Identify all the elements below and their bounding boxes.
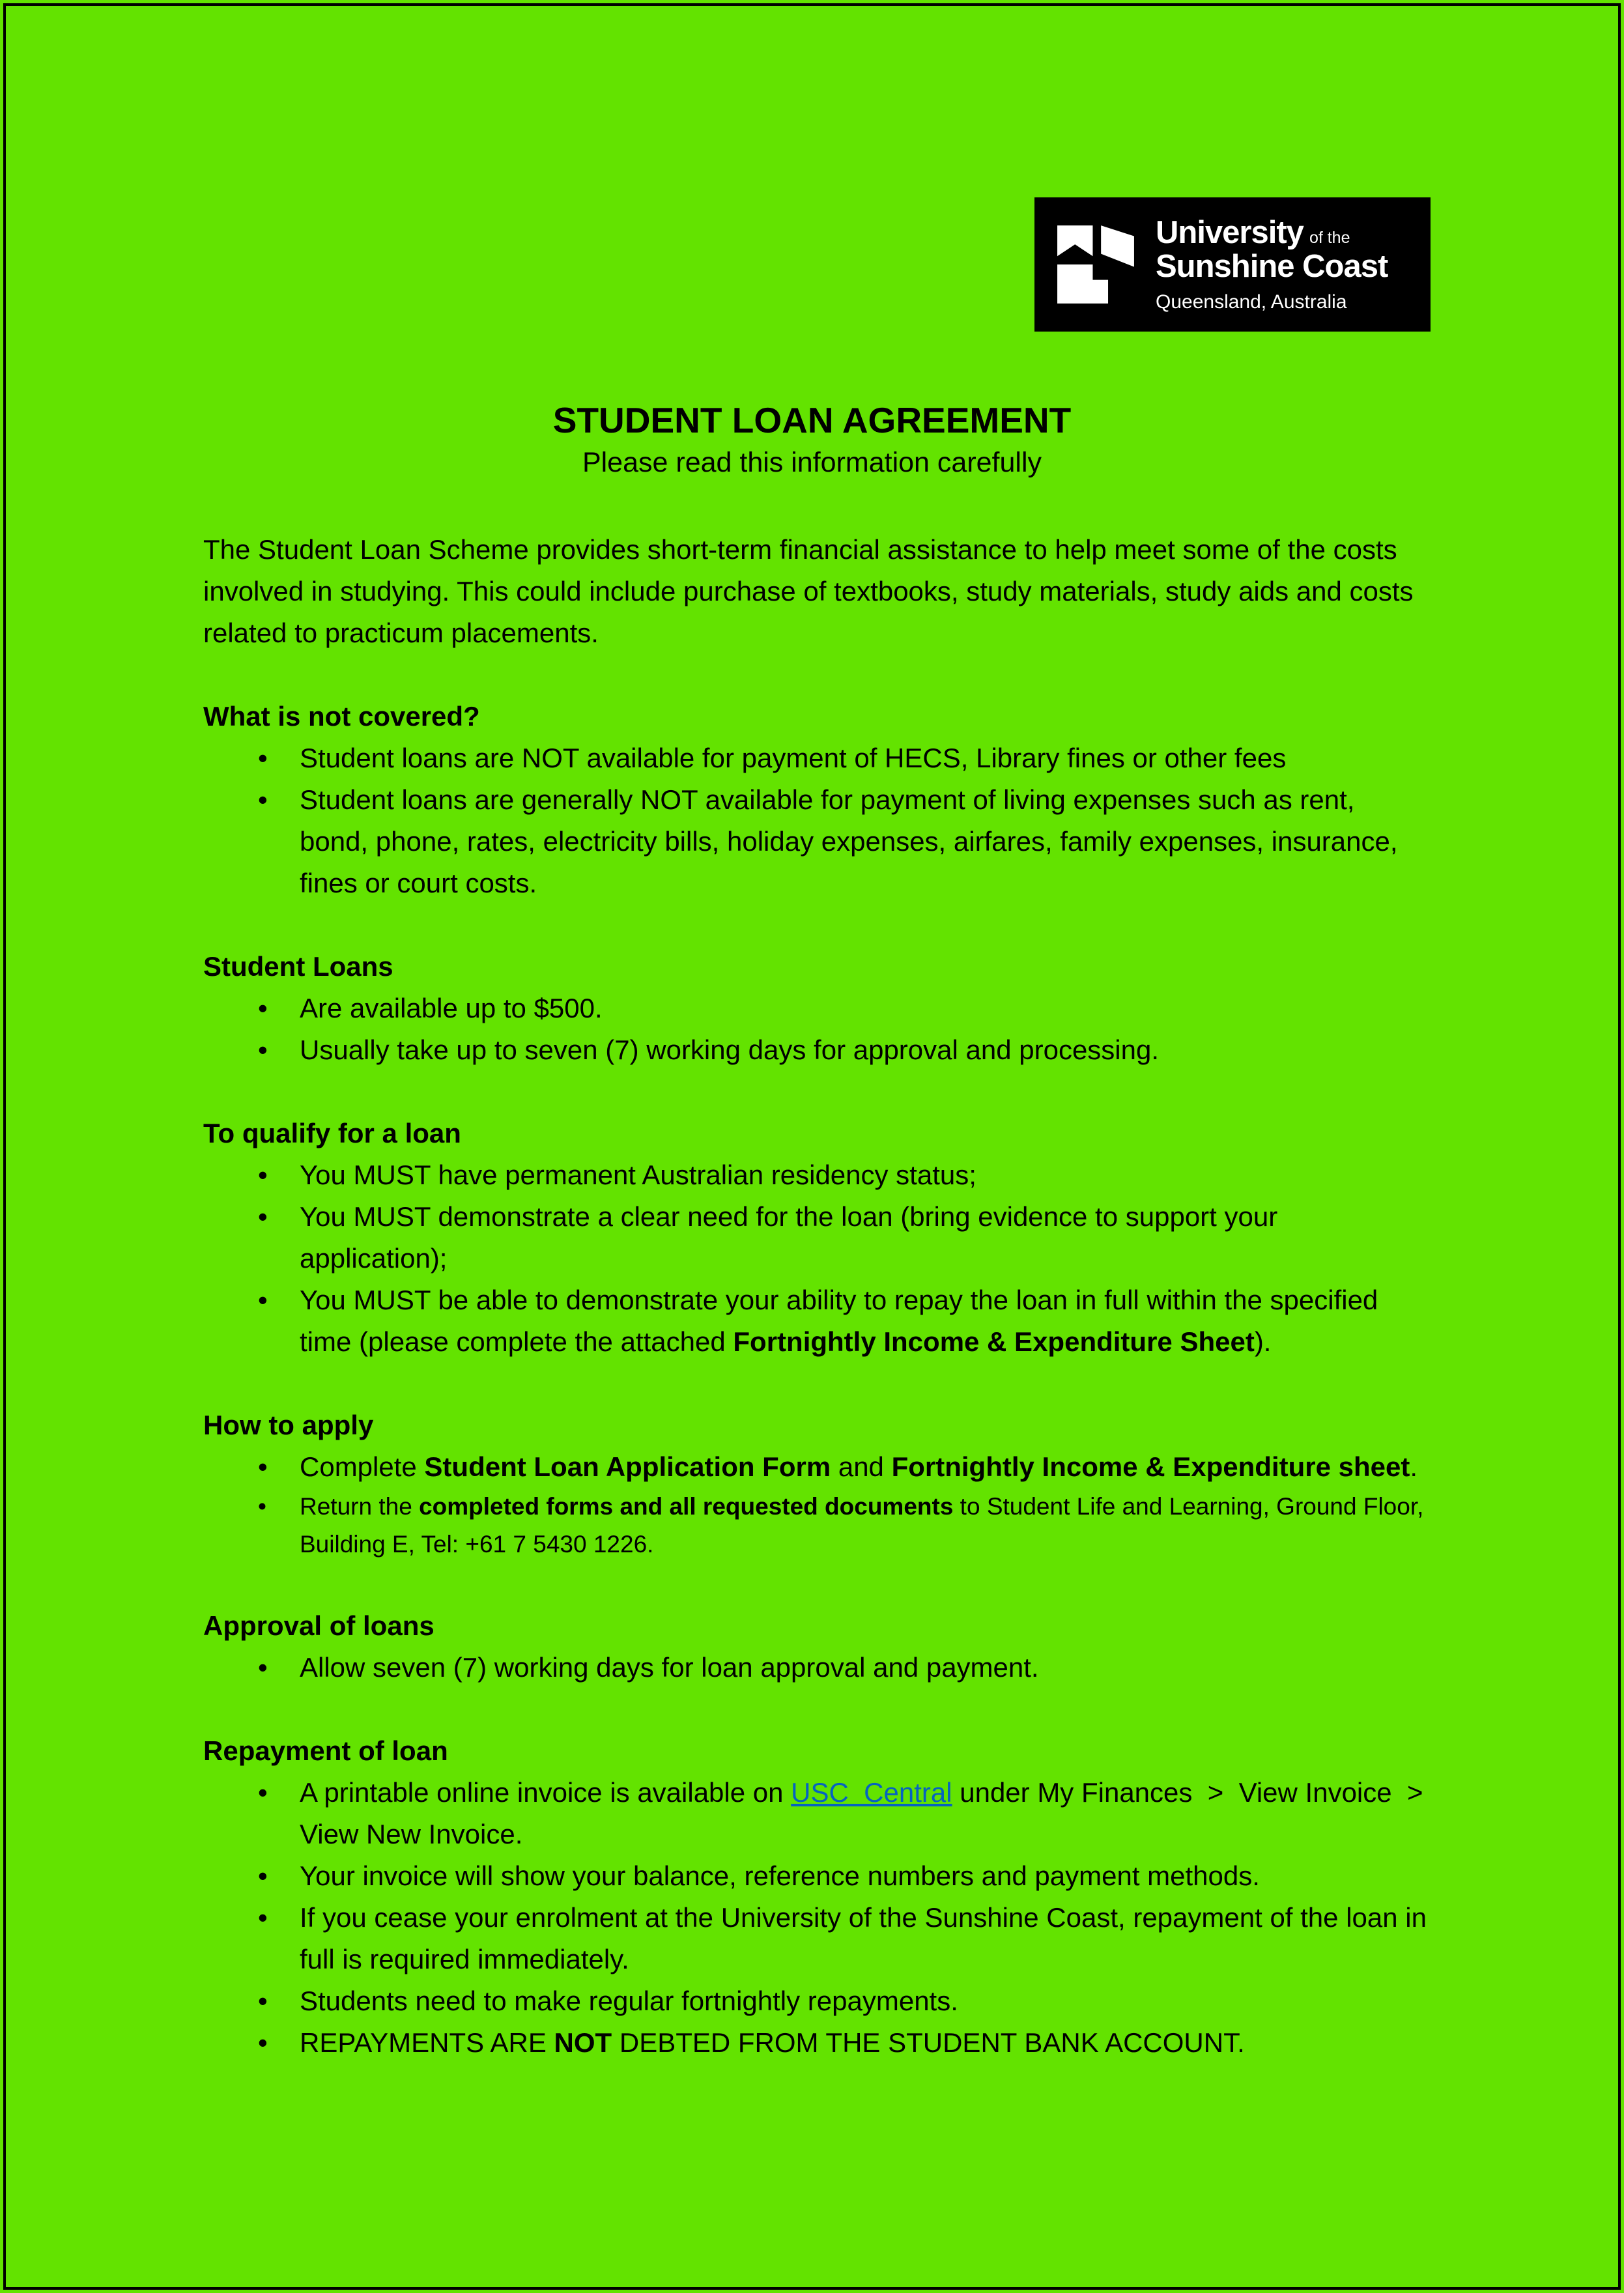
section-heading: Student Loans: [203, 951, 393, 982]
bullet-text-segment: Students need to make regular fortnightly repayments.: [300, 1986, 958, 2016]
section-heading: What is not covered?: [203, 701, 480, 732]
logo-line-university: [1156, 216, 1388, 249]
list-item: [203, 779, 1429, 904]
bullet-text-segment-bold: NOT: [554, 2027, 612, 2058]
section-heading: Approval of loans: [203, 1610, 434, 1641]
list-item: [203, 1446, 1429, 1488]
bullet-text-segment: You MUST demonstrate a clear need for the loan (bring evidence to support your application);: [300, 1201, 1285, 1274]
bullet-text-segment: Student loans are generally NOT available for payment of living expenses such as rent, bond, phone, rates, electricity bills, holiday expenses, airfares, family expenses, insurance, fines or court costs.: [300, 784, 1406, 898]
logo-sunshine-coast-text: Sunshine Coast: [1156, 249, 1388, 284]
list-item: [203, 737, 1429, 779]
section-approval-of-loans: [203, 1605, 1429, 1688]
usc-logo-text: [1156, 216, 1388, 313]
list-item: [203, 1772, 1438, 1855]
section-heading: Repayment of loan: [203, 1735, 448, 1766]
list-item: [203, 1855, 1429, 1897]
bullet-text-segment-bold: Fortnightly Income & Expenditure Sheet: [733, 1326, 1255, 1357]
list-item: [203, 988, 1429, 1029]
bullet-text-segment-bold: completed forms and all requested documents: [419, 1493, 954, 1520]
section-student-loans: [203, 946, 1429, 1071]
section-heading: How to apply: [203, 1410, 374, 1440]
bullet-list: [203, 1154, 1429, 1363]
logo-university-text: University: [1156, 215, 1303, 250]
bullet-text-segment: ).: [1254, 1326, 1272, 1357]
list-item: [203, 1029, 1429, 1071]
bullet-text-segment: .: [1410, 1451, 1418, 1482]
bullet-list: [203, 1772, 1438, 2064]
section-heading: To qualify for a loan: [203, 1118, 461, 1148]
bullet-list: [203, 988, 1429, 1071]
logo-queensland-text: Queensland, Australia: [1156, 291, 1347, 313]
bullet-text-segment: Return the: [300, 1493, 420, 1520]
list-item: [203, 1647, 1429, 1688]
bullet-text-segment: Student loans are NOT available for payment of HECS, Library fines or other fees: [300, 743, 1287, 773]
bullet-text-segment: You MUST have permanent Australian residency status;: [300, 1160, 976, 1190]
bullet-text-segment: Are available up to $500.: [300, 993, 603, 1023]
bullet-list: [203, 1647, 1429, 1688]
list-item: [203, 1279, 1429, 1363]
list-item: [203, 2022, 1429, 2064]
section-what-is-not-covered: [203, 696, 1429, 904]
list-item: [203, 1897, 1434, 1980]
bullet-text-segment: to Student Life and Learning, Ground Floor, Building E, Tel: +61 7 5430 1226.: [300, 1493, 1431, 1558]
bullet-list: [203, 1446, 1429, 1563]
section-to-qualify: [203, 1113, 1429, 1363]
section-how-to-apply: [203, 1404, 1429, 1563]
bullet-text-segment: Complete: [300, 1451, 425, 1482]
document-body: [0, 529, 1624, 2064]
bullet-text-segment: REPAYMENTS ARE: [300, 2027, 554, 2058]
document-subtitle: Please read this information carefully: [582, 447, 1042, 478]
logo-of-the-text: of the: [1309, 229, 1350, 247]
list-item: [203, 1154, 1429, 1196]
bullet-text-segment-bold: Student Loan Application Form: [424, 1451, 831, 1482]
bullet-list: [203, 737, 1429, 904]
bullet-text-segment: DEBTED FROM THE STUDENT BANK ACCOUNT.: [612, 2027, 1245, 2058]
bullet-text-segment: If you cease your enrolment at the University of the Sunshine Coast, repayment of the loan in full is required immediately.: [300, 1902, 1434, 1974]
section-repayment-of-loan: [203, 1730, 1438, 2064]
usc-logo: [1034, 197, 1431, 332]
bullet-text-segment: Usually take up to seven (7) working days for approval and processing.: [300, 1034, 1160, 1065]
bullet-text-segment: under My Finances > View Invoice > View New Invoice.: [300, 1777, 1438, 1849]
usc-central-link[interactable]: USC Central: [791, 1777, 952, 1808]
bullet-text-segment: Your invoice will show your balance, reference numbers and payment methods.: [300, 1860, 1260, 1891]
list-item: [203, 1488, 1429, 1563]
document-title: STUDENT LOAN AGREEMENT: [552, 400, 1072, 440]
bullet-text-segment: Allow seven (7) working days for loan approval and payment.: [300, 1652, 1039, 1683]
list-item: [203, 1980, 1429, 2022]
list-item: [203, 1196, 1429, 1279]
bullet-text-segment: A printable online invoice is available on: [300, 1777, 791, 1808]
bullet-text-segment-bold: Fortnightly Income & Expenditure sheet: [891, 1451, 1410, 1482]
intro-paragraph: The Student Loan Scheme provides short-term financial assistance to help meet some of the costs involved in studying. This could include purchase of textbooks, study materials, study aids and costs related to practicum placements.: [203, 534, 1414, 648]
usc-logo-mark: [1051, 219, 1140, 310]
bullet-text-segment: You MUST be able to demonstrate your ability to repay the loan in full within the specified time (please complete the attached: [300, 1285, 1386, 1357]
bullet-text-segment: and: [831, 1451, 892, 1482]
